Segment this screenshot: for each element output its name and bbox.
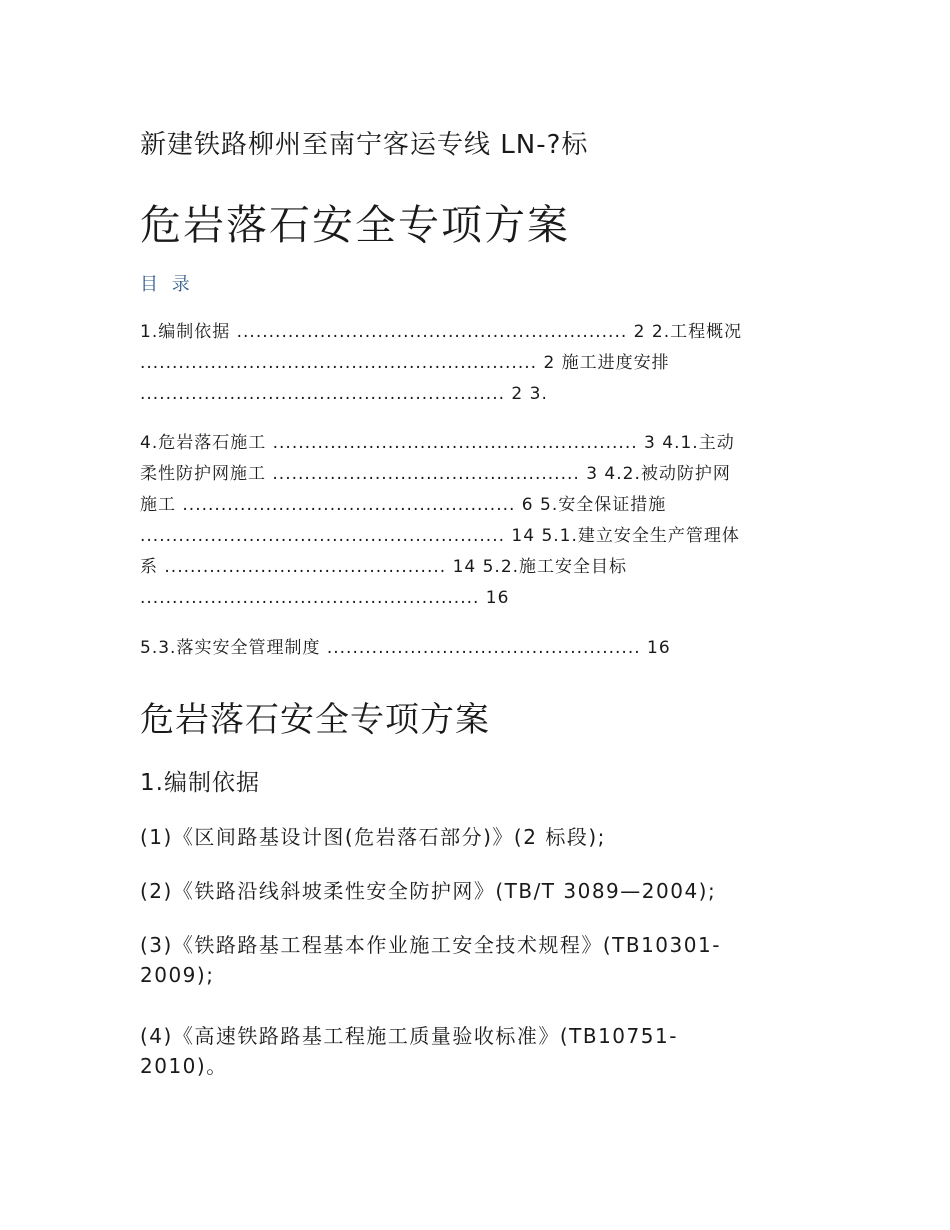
reference-line: 2010)。 [140, 1054, 228, 1078]
reference-item [140, 822, 606, 852]
document-title: 危岩落石安全专项方案 [140, 201, 570, 249]
toc-heading: 目 录 [140, 274, 194, 295]
reference-item [140, 930, 721, 990]
document-subtitle: 新建铁路柳州至南宁客运专线 LN-?标 [140, 130, 589, 160]
toc-line: ......................................................... 2 3. [140, 384, 548, 404]
toc-line: 4.危岩落石施工 ......................................................... 3 4.1.主动 [140, 433, 735, 453]
toc-paragraph-1 [140, 317, 742, 410]
reference-item [140, 1021, 678, 1081]
toc-line: ..................................................... 16 [140, 588, 510, 608]
toc-line: 5.3.落实安全管理制度 ................................................. 16 [140, 638, 671, 658]
toc-line: ......................................................... 14 5.1.建立安全生产管理体 [140, 526, 740, 546]
toc-line: 柔性防护网施工 ................................................ 3 4.2.被动防护网 [140, 464, 731, 484]
toc-paragraph-3 [140, 633, 671, 664]
toc-line: 1.编制依据 ............................................................. 2 2.工程概况 [140, 322, 743, 342]
toc-line: 施工 .................................................... 6 5.安全保证措施 [140, 495, 667, 515]
reference-item [140, 876, 716, 906]
reference-line: (3)《铁路路基工程基本作业施工安全技术规程》(TB10301- [140, 933, 721, 957]
reference-line: (4)《高速铁路路基工程施工质量验收标准》(TB10751- [140, 1024, 678, 1048]
reference-line: (1)《区间路基设计图(危岩落石部分)》(2 标段); [140, 825, 606, 849]
body-title: 危岩落石安全专项方案 [140, 700, 490, 740]
toc-paragraph-2 [140, 428, 740, 614]
reference-line: (2)《铁路沿线斜坡柔性安全防护网》(TB/T 3089—2004); [140, 879, 717, 903]
toc-line: .............................................................. 2 施工进度安排 [140, 353, 670, 373]
section-heading: 1.编制依据 [140, 770, 260, 796]
toc-line: 系 ............................................ 14 5.2.施工安全目标 [140, 557, 628, 577]
reference-line: 2009); [140, 963, 215, 987]
